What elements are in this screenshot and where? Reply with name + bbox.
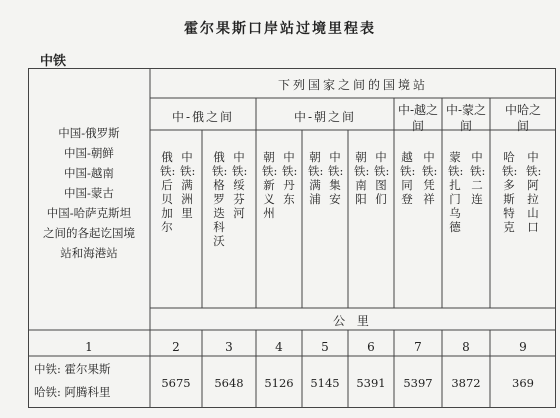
station-name-china: 中铁:凭祥 bbox=[422, 150, 438, 206]
group-header-cn-vn: 中-越之间 bbox=[397, 103, 439, 133]
row-label: 中国-哈萨克斯坦 bbox=[46, 206, 132, 220]
station-name-foreign: 朝铁:满浦 bbox=[308, 150, 324, 206]
station-name-china: 中铁:图们 bbox=[374, 150, 390, 206]
row-labels bbox=[28, 123, 150, 263]
column-number: 5 bbox=[321, 340, 329, 354]
station-name-china: 中铁:阿拉山口 bbox=[526, 150, 542, 234]
row-label: 中国-朝鲜 bbox=[64, 146, 114, 160]
column-number: 4 bbox=[275, 340, 283, 354]
station-name-foreign: 哈铁:多斯特克 bbox=[502, 150, 518, 234]
distance-value: 5391 bbox=[356, 376, 386, 390]
column-number: 6 bbox=[367, 340, 375, 354]
station-name-foreign: 俄铁:后贝加尔 bbox=[160, 150, 176, 234]
group-header-cn-kz: 中哈之间 bbox=[504, 103, 541, 133]
station-name-china: 中铁:绥芬河 bbox=[232, 150, 248, 220]
column-number: 2 bbox=[172, 340, 180, 354]
station-name-china: 中铁:二连 bbox=[470, 150, 486, 206]
station-name-foreign: 俄铁:格罗迭科沃 bbox=[212, 150, 228, 248]
group-header-cn-mn: 中-蒙之间 bbox=[445, 103, 487, 133]
column-number: 9 bbox=[519, 340, 527, 354]
column-number: 7 bbox=[414, 340, 422, 354]
distance-value: 5126 bbox=[264, 376, 294, 390]
distance-value: 5675 bbox=[161, 376, 191, 390]
column-number: 8 bbox=[462, 340, 470, 354]
row-label: 之间的各起讫国境 bbox=[43, 226, 135, 240]
row-label: 中国-越南 bbox=[64, 166, 114, 180]
row-station-line1: 中铁: 霍尔果斯 bbox=[34, 362, 111, 376]
table-title: 霍尔果斯口岸站过境里程表 bbox=[184, 21, 376, 37]
station-name-china: 中铁:满洲里 bbox=[180, 150, 196, 220]
distance-table bbox=[28, 68, 556, 408]
station-name-china: 中铁:集安 bbox=[328, 150, 344, 206]
group-header-cn-kp: 中-朝之间 bbox=[293, 110, 357, 124]
unit-label: 公 里 bbox=[333, 314, 373, 328]
station-name-foreign: 蒙铁:扎门乌德 bbox=[448, 150, 464, 234]
row-label: 站和海港站 bbox=[60, 246, 118, 260]
station-name-foreign: 越铁:同登 bbox=[400, 150, 416, 206]
distance-value: 369 bbox=[512, 376, 534, 390]
group-header-cn-ru: 中-俄之间 bbox=[171, 110, 235, 124]
main-header: 下列国家之间的国境站 bbox=[277, 78, 428, 92]
row-label: 中国-蒙古 bbox=[64, 186, 114, 200]
distance-value: 3872 bbox=[451, 376, 481, 390]
distance-value: 5145 bbox=[310, 376, 340, 390]
row-station-line2: 哈铁: 阿腾科里 bbox=[34, 385, 111, 399]
station-name-foreign: 朝铁:新义州 bbox=[262, 150, 278, 220]
section-label: 中铁 bbox=[40, 54, 67, 69]
distance-value: 5648 bbox=[214, 376, 244, 390]
station-name-foreign: 朝铁:南阳 bbox=[354, 150, 370, 206]
row-label: 中国-俄罗斯 bbox=[58, 126, 120, 140]
distance-value: 5397 bbox=[403, 376, 433, 390]
column-number: 3 bbox=[225, 340, 233, 354]
station-name-china: 中铁:丹东 bbox=[282, 150, 298, 206]
column-number: 1 bbox=[85, 340, 93, 354]
